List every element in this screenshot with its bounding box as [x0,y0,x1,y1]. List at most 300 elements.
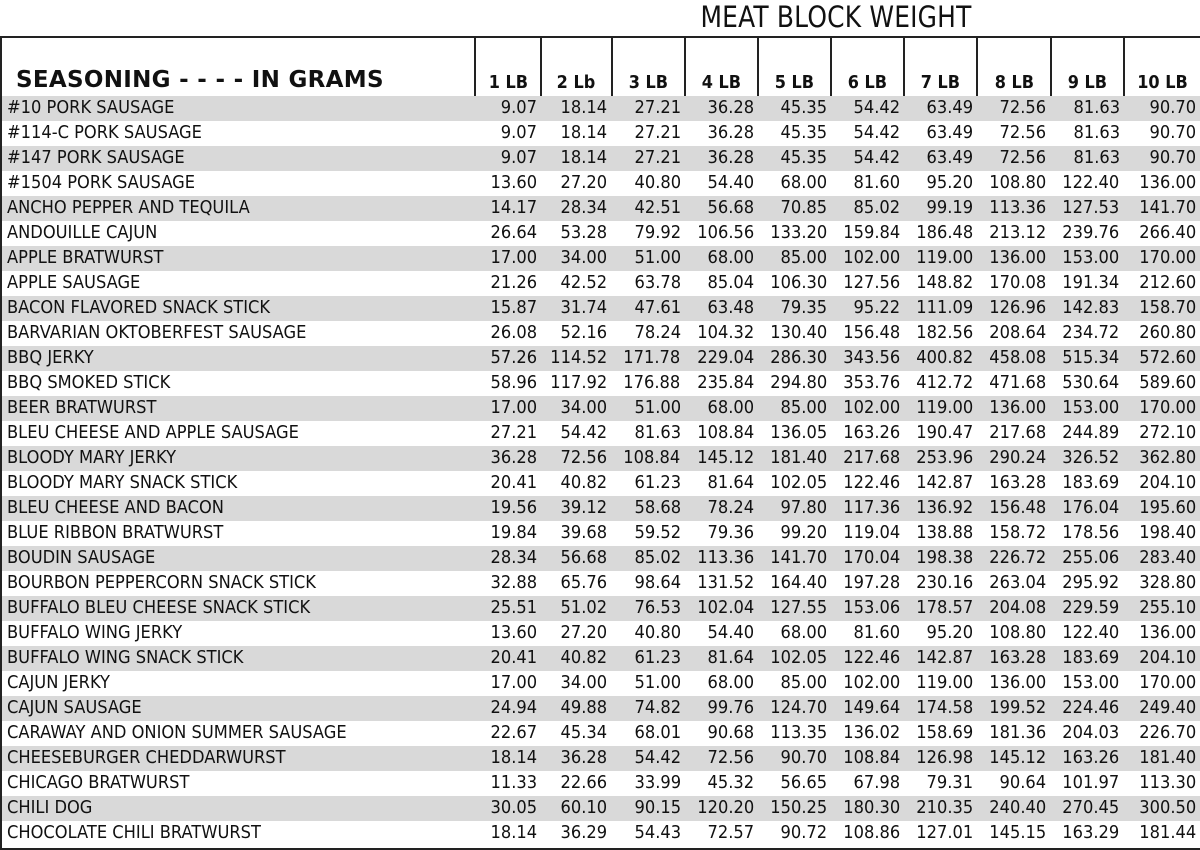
gram-value-cell [541,396,611,421]
gram-value-cell [758,446,831,471]
gram-value-cell [758,96,831,121]
gram-value: 19.56 [490,498,538,518]
table-row [2,521,1200,546]
gram-value: 240.40 [989,798,1047,818]
gram-value: 183.69 [1062,473,1120,493]
gram-value-cell [904,771,977,796]
seasoning-name-cell [2,496,475,521]
gram-value-cell [904,271,977,296]
gram-value-cell [1051,421,1124,446]
gram-value: 45.35 [780,123,828,143]
gram-value: 343.56 [843,348,901,368]
gram-value-cell [831,496,904,521]
gram-value: 25.51 [490,598,538,618]
table-row [2,171,1200,196]
gram-value-cell [758,746,831,771]
gram-value: 142.83 [1062,298,1120,318]
gram-value: 113.36 [696,548,754,568]
gram-value: 272.10 [1139,423,1196,443]
table-row [2,671,1200,696]
gram-value: 117.92 [550,373,608,393]
gram-value-cell [758,721,831,746]
gram-value-cell [904,396,977,421]
gram-value-cell [904,596,977,621]
table-row [2,696,1200,721]
gram-value-cell [541,646,611,671]
gram-value-cell [475,546,541,571]
gram-value-cell [612,571,685,596]
gram-value: 102.04 [696,598,754,618]
gram-value: 163.28 [989,648,1047,668]
gram-value-cell [685,446,758,471]
table-row [2,821,1200,846]
seasoning-name: BLOODY MARY JERKY [7,448,177,468]
table-row [2,746,1200,771]
gram-value-cell [1124,171,1200,196]
gram-value: 204.08 [989,598,1047,618]
table-body [2,96,1200,846]
gram-value: 78.24 [707,498,754,518]
gram-value-cell [831,446,904,471]
gram-value-cell [758,246,831,271]
gram-value: 170.00 [1139,398,1196,418]
seasoning-name: CAJUN JERKY [7,673,110,693]
gram-value-cell [685,321,758,346]
gram-value-cell [685,246,758,271]
seasoning-name-cell [2,546,475,571]
gram-value: 362.80 [1139,448,1196,468]
gram-value-cell [758,271,831,296]
gram-value-cell [475,771,541,796]
weight-column-header [475,38,541,96]
gram-value-cell [977,596,1050,621]
gram-value-cell [1051,571,1124,596]
gram-value-cell [685,721,758,746]
gram-value: 99.19 [926,198,974,218]
gram-value-cell [1124,496,1200,521]
gram-value-cell [977,696,1050,721]
gram-value-cell [977,721,1050,746]
gram-value: 136.92 [916,498,974,518]
gram-value: 49.88 [560,698,608,718]
seasoning-name: CHOCOLATE CHILI BRATWURST [7,823,261,843]
gram-value: 54.42 [853,98,901,118]
gram-value-cell [831,421,904,446]
gram-value: 20.41 [490,648,538,668]
seasoning-name: BOUDIN SAUSAGE [7,548,156,568]
seasoning-name-cell [2,321,475,346]
gram-value: 42.51 [634,198,681,218]
gram-value-cell [831,371,904,396]
gram-value: 68.00 [780,173,828,193]
gram-value-cell [541,196,611,221]
gram-value-cell [904,121,977,146]
gram-value-cell [977,646,1050,671]
gram-value: 239.76 [1062,223,1120,243]
table-row [2,621,1200,646]
gram-value: 18.14 [490,748,538,768]
weight-column-label: 6 LB [847,73,888,93]
gram-value-cell [541,471,611,496]
gram-value: 63.48 [707,298,754,318]
gram-value: 191.34 [1062,273,1120,293]
seasoning-name: BOURBON PEPPERCORN SNACK STICK [7,573,316,593]
gram-value: 180.30 [843,798,901,818]
gram-value-cell [758,596,831,621]
gram-value: 126.96 [989,298,1047,318]
gram-value: 85.00 [780,673,828,693]
table-row [2,571,1200,596]
gram-value: 85.00 [780,398,828,418]
gram-value-cell [1051,96,1124,121]
gram-value-cell [475,646,541,671]
gram-value-cell [1051,396,1124,421]
gram-value-cell [904,696,977,721]
gram-value-cell [1124,371,1200,396]
weight-column-label: 4 LB [701,73,741,93]
gram-value-cell [685,621,758,646]
gram-value-cell [904,571,977,596]
gram-value: 458.08 [989,348,1047,368]
gram-value-cell [831,746,904,771]
gram-value: 51.00 [634,248,681,268]
gram-value-cell [831,671,904,696]
weight-column-label: 7 LB [921,73,961,93]
gram-value-cell [541,521,611,546]
gram-value: 176.88 [623,373,681,393]
gram-value-cell [1124,696,1200,721]
seasoning-name-cell [2,696,475,721]
gram-value: 85.02 [853,198,901,218]
gram-value-cell [977,571,1050,596]
gram-value: 138.88 [916,523,974,543]
gram-value-cell [904,821,977,846]
gram-value-cell [685,796,758,821]
seasoning-name-cell [2,821,475,846]
gram-value: 18.14 [560,98,608,118]
gram-value-cell [541,121,611,146]
gram-value: 213.12 [989,223,1047,243]
gram-value: 171.78 [623,348,681,368]
gram-value-cell [475,671,541,696]
gram-value-cell [1124,546,1200,571]
gram-value-cell [758,621,831,646]
gram-value-cell [475,96,541,121]
table-row [2,646,1200,671]
gram-value-cell [904,196,977,221]
gram-value: 99.76 [707,698,754,718]
gram-value-cell [977,121,1050,146]
gram-value-cell [1051,496,1124,521]
gram-value: 290.24 [989,448,1047,468]
gram-value: 27.21 [634,123,681,143]
gram-value-cell [1124,596,1200,621]
gram-value: 45.35 [780,148,828,168]
gram-value-cell [541,721,611,746]
table-row [2,296,1200,321]
gram-value: 210.35 [916,798,974,818]
gram-value-cell [904,621,977,646]
gram-value: 54.40 [707,623,754,643]
gram-value-cell [1124,196,1200,221]
gram-value: 19.84 [490,523,538,543]
gram-value: 114.52 [550,348,608,368]
gram-value: 141.70 [770,548,828,568]
gram-value: 81.63 [1073,98,1120,118]
gram-value-cell [1124,146,1200,171]
gram-value-cell [612,621,685,646]
seasoning-name: CHICAGO BRATWURST [7,773,190,793]
gram-value-cell [541,346,611,371]
seasoning-name-cell [2,396,475,421]
gram-value: 63.49 [926,148,974,168]
seasoning-name-cell [2,246,475,271]
table-row [2,796,1200,821]
gram-value: 122.40 [1062,173,1120,193]
gram-value: 353.76 [843,373,901,393]
gram-value: 266.40 [1139,223,1196,243]
gram-value-cell [1051,771,1124,796]
seasoning-name-cell [2,771,475,796]
table-row [2,321,1200,346]
gram-value: 81.64 [707,473,754,493]
gram-value: 136.02 [843,723,901,743]
gram-value: 156.48 [843,323,901,343]
gram-value-cell [1051,796,1124,821]
seasoning-name: BBQ JERKY [7,348,94,368]
seasoning-name-cell [2,746,475,771]
gram-value-cell [685,671,758,696]
gram-value-cell [977,246,1050,271]
gram-value: 14.17 [490,198,538,218]
weight-column-header [831,38,904,96]
gram-value-cell [1051,546,1124,571]
gram-value-cell [1051,621,1124,646]
gram-value-cell [904,496,977,521]
gram-value: 72.56 [999,98,1047,118]
gram-value: 98.64 [634,573,681,593]
seasoning-name-cell [2,346,475,371]
gram-value: 51.00 [634,398,681,418]
table-row [2,546,1200,571]
seasoning-name-cell [2,671,475,696]
gram-value: 208.64 [989,323,1047,343]
seasoning-name-cell [2,221,475,246]
weight-column-header [1124,38,1200,96]
gram-value: 68.00 [707,248,754,268]
gram-value-cell [541,371,611,396]
gram-value-cell [475,746,541,771]
gram-value: 95.20 [926,623,974,643]
gram-value: 68.00 [780,623,828,643]
gram-value: 106.56 [696,223,754,243]
gram-value-cell [685,221,758,246]
gram-value: 76.53 [634,598,681,618]
gram-value-cell [758,321,831,346]
seasoning-name-cell [2,796,475,821]
gram-value-cell [1124,471,1200,496]
gram-value-cell [685,421,758,446]
gram-value: 90.15 [634,798,681,818]
gram-value-cell [1051,746,1124,771]
gram-value: 21.26 [490,273,538,293]
gram-value: 40.80 [634,623,681,643]
gram-value-cell [475,121,541,146]
gram-value-cell [1051,296,1124,321]
gram-value-cell [475,346,541,371]
gram-value-cell [977,321,1050,346]
gram-value: 102.00 [843,248,901,268]
gram-value: 136.00 [989,673,1047,693]
gram-value: 26.08 [490,323,538,343]
gram-value-cell [904,796,977,821]
gram-value-cell [475,471,541,496]
gram-value: 108.84 [623,448,681,468]
gram-value-cell [831,646,904,671]
gram-value: 170.00 [1139,248,1196,268]
gram-value: 255.10 [1139,598,1196,618]
gram-value-cell [831,246,904,271]
seasoning-name-cell [2,146,475,171]
gram-value-cell [1124,221,1200,246]
gram-value-cell [1124,721,1200,746]
seasoning-name: BLUE RIBBON BRATWURST [7,523,224,543]
weight-column-header [904,38,977,96]
seasoning-name-cell [2,446,475,471]
gram-value-cell [685,396,758,421]
gram-value: 97.80 [780,498,828,518]
gram-value-cell [475,271,541,296]
gram-value-cell [612,771,685,796]
gram-value-cell [541,321,611,346]
gram-value: 33.99 [634,773,681,793]
gram-value-cell [612,121,685,146]
gram-value: 81.63 [1073,148,1120,168]
gram-value-cell [1124,671,1200,696]
gram-value: 295.92 [1062,573,1120,593]
gram-value-cell [1124,271,1200,296]
gram-value: 530.64 [1062,373,1120,393]
gram-value-cell [758,171,831,196]
gram-value-cell [685,571,758,596]
gram-value-cell [831,96,904,121]
seasoning-name-cell [2,571,475,596]
gram-value-cell [758,296,831,321]
table-row [2,346,1200,371]
seasoning-name: BLOODY MARY SNACK STICK [7,473,238,493]
gram-value: 9.07 [501,98,538,118]
gram-value-cell [541,596,611,621]
seasoning-name: ANDOUILLE CAJUN [7,223,158,243]
gram-value-cell [612,721,685,746]
gram-value-cell [685,496,758,521]
gram-value: 85.02 [634,548,681,568]
gram-value: 163.26 [1062,748,1120,768]
gram-value: 158.70 [1139,298,1196,318]
gram-value: 150.25 [770,798,828,818]
gram-value-cell [904,671,977,696]
gram-value: 270.45 [1062,798,1120,818]
gram-value-cell [904,371,977,396]
gram-value-cell [977,821,1050,846]
gram-value-cell [831,696,904,721]
gram-value-cell [758,646,831,671]
gram-value: 158.69 [916,723,974,743]
gram-value: 142.87 [916,473,974,493]
gram-value-cell [831,521,904,546]
gram-value: 122.46 [843,648,901,668]
gram-value-cell [612,246,685,271]
seasoning-name-cell [2,171,475,196]
gram-value: 164.40 [770,573,828,593]
gram-value-cell [1051,821,1124,846]
gram-value-cell [685,646,758,671]
gram-value-cell [904,221,977,246]
seasoning-name: BACON FLAVORED SNACK STICK [7,298,271,318]
gram-value: 54.43 [634,823,681,843]
gram-value: 18.14 [560,123,608,143]
gram-value-cell [475,621,541,646]
seasoning-name-cell [2,371,475,396]
seasoning-name: APPLE BRATWURST [7,248,164,268]
gram-value: 113.35 [770,723,828,743]
gram-value: 181.40 [1139,748,1196,768]
gram-value: 122.46 [843,473,901,493]
gram-value-cell [758,496,831,521]
seasoning-name-cell [2,121,475,146]
seasoning-name: ANCHO PEPPER AND TEQUILA [7,198,250,218]
gram-value: 328.80 [1139,573,1196,593]
gram-value-cell [541,746,611,771]
gram-value: 20.41 [490,473,538,493]
gram-value-cell [977,96,1050,121]
gram-value-cell [758,396,831,421]
gram-value: 515.34 [1062,348,1120,368]
gram-value: 286.30 [770,348,828,368]
gram-value: 85.04 [707,273,754,293]
gram-value: 99.20 [780,523,828,543]
gram-value: 183.69 [1062,648,1120,668]
gram-value-cell [1124,96,1200,121]
gram-value-cell [758,796,831,821]
gram-value-cell [685,171,758,196]
gram-value-cell [904,296,977,321]
gram-value: 81.63 [1073,123,1120,143]
gram-value-cell [977,746,1050,771]
gram-value-cell [475,321,541,346]
gram-value: 182.56 [916,323,974,343]
gram-value: 42.52 [560,273,608,293]
gram-value: 120.20 [696,798,754,818]
gram-value-cell [1124,246,1200,271]
gram-value: 149.64 [843,698,901,718]
seasoning-name-cell [2,96,475,121]
gram-value: 181.40 [770,448,828,468]
gram-value-cell [758,696,831,721]
gram-value: 90.72 [780,823,828,843]
gram-value-cell [904,646,977,671]
gram-value-cell [541,271,611,296]
gram-value-cell [612,646,685,671]
gram-value-cell [1124,121,1200,146]
gram-value-cell [1051,446,1124,471]
gram-value-cell [977,171,1050,196]
gram-value-cell [612,271,685,296]
gram-value: 163.29 [1062,823,1120,843]
gram-value: 27.21 [634,148,681,168]
gram-value: 45.32 [707,773,754,793]
gram-value: 204.03 [1062,723,1120,743]
